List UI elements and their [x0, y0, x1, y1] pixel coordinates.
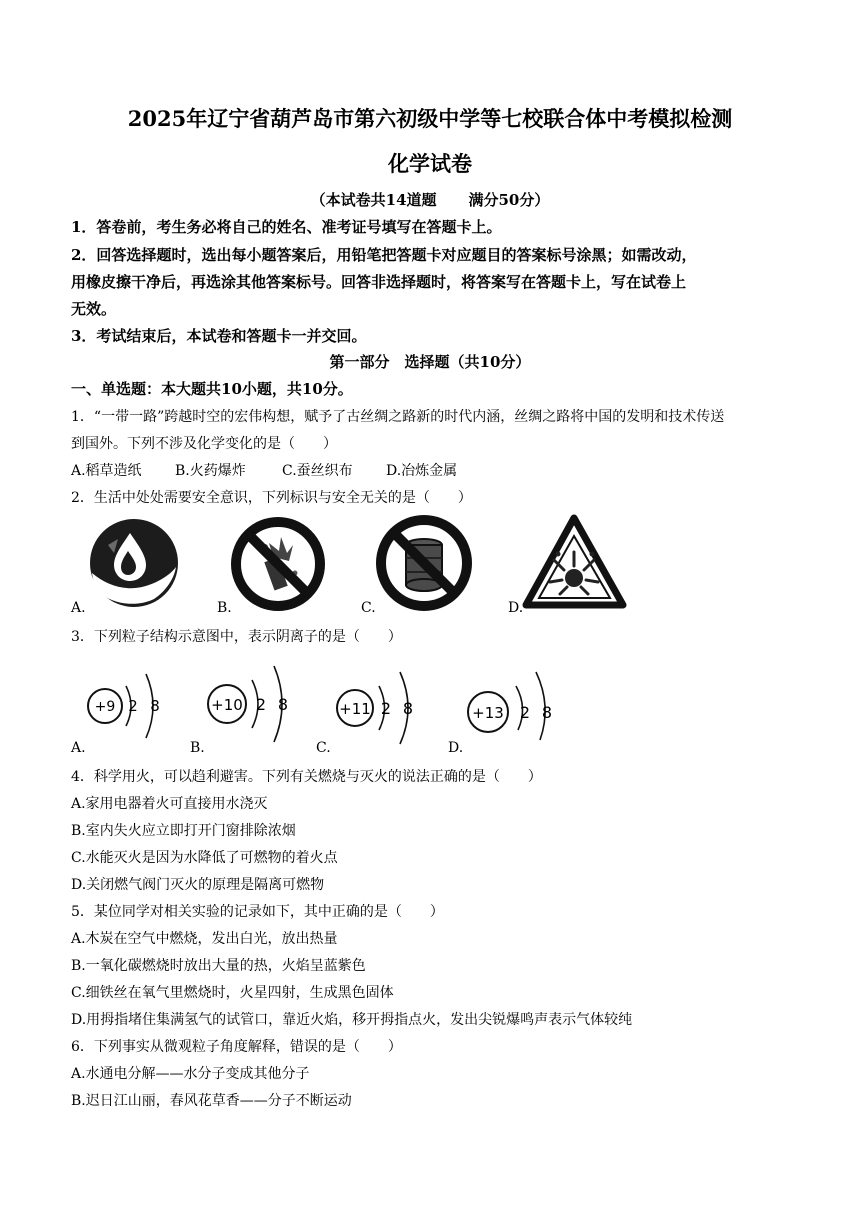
shell-electrons-b-2: 8 [277, 695, 289, 714]
q1-option-b: B.火药爆炸 [175, 463, 246, 479]
shell-electrons-c-1: 2 [380, 699, 392, 718]
q4-option-d: D.关闭燃气阀门灭火的原理是隔离可燃物 [71, 877, 325, 893]
q2-label-d: D. [508, 600, 524, 616]
q1-option-a: A.稻草造纸 [71, 463, 142, 479]
instruction-3: 3．考试结束后，本试卷和答题卡一并交回。 [71, 327, 367, 345]
q3-label-d: D. [448, 740, 464, 756]
q2-stem: 2．生活中处处需要安全意识，下列标识与安全无关的是（ ） [71, 490, 472, 506]
exam-title: 2025年辽宁省葫芦岛市第六初级中学等七校联合体中考模拟检测 [127, 106, 733, 131]
instruction-2-cont: 用橡皮擦干净后，再选涂其他答案标号。回答非选择题时，将答案写在答题卡上，写在试卷上 [71, 273, 687, 291]
q4-option-b: B.室内失火应立即打开门窗排除浓烟 [71, 823, 296, 839]
no-oil-drum-icon [374, 513, 474, 613]
q1-option-d: D.冶炼金属 [386, 463, 458, 479]
q5-stem: 5．某位同学对相关实验的记录如下，其中正确的是（ ） [71, 904, 444, 920]
atom-diagram-c [332, 660, 424, 748]
q5-option-c: C.细铁丝在氧气里燃烧时，火星四射，生成黑色固体 [71, 985, 394, 1001]
shell-electrons-a-1: 2 [128, 697, 138, 715]
section-heading: 一、单选题：本大题共10小题，共10分。 [71, 380, 353, 398]
q1-stem-cont: 到国外。下列不涉及化学变化的是（ ） [71, 436, 337, 452]
q4-stem: 4．科学用火，可以趋利避害。下列有关燃烧与灭火的说法正确的是（ ） [71, 769, 542, 785]
full-score: 满分50分） [468, 191, 550, 209]
shell-electrons-b-1: 2 [255, 695, 267, 714]
question-count: （本试卷共14道题 [310, 191, 437, 209]
instruction-2: 2．回答选择题时，选出每小题答案后，用铅笔把答题卡对应题目的答案标号涂黑；如需改动， [71, 246, 697, 264]
q2-label-c: C. [361, 600, 376, 616]
q3-label-b: B. [190, 740, 205, 756]
atom-diagram-b [204, 652, 300, 748]
instruction-2-end: 无效。 [71, 300, 117, 318]
q2-label-b: B. [217, 600, 232, 616]
explosive-warning-icon [522, 514, 627, 610]
part-heading: 第一部分 选择题（共10分） [329, 353, 531, 371]
nucleus-charge-d: +13 [472, 704, 504, 722]
q2-label-a: A. [71, 600, 86, 616]
water-saving-icon [84, 515, 184, 611]
q3-label-a: A. [71, 740, 86, 756]
q5-option-d: D.用拇指堵住集满氢气的试管口，靠近火焰，移开拇指点火，发出尖锐爆鸣声表示气体较纯 [71, 1012, 633, 1028]
q1-stem: 1．“一带一路”跨越时空的宏伟构想，赋予了古丝绸之路新的时代内涵，丝绸之路将中国的发明和技术传送 [71, 409, 725, 425]
shell-electrons-d-1: 2 [519, 703, 531, 722]
q5-option-a: A.木炭在空气中燃烧，发出白光，放出热量 [71, 931, 338, 947]
shell-electrons-d-2: 8 [541, 703, 553, 722]
nucleus-charge-c: +11 [339, 700, 371, 718]
exam-info [0, 189, 860, 210]
shell-electrons-c-2: 8 [402, 699, 414, 718]
no-fireworks-icon [229, 515, 327, 613]
q4-option-c: C.水能灭火是因为水降低了可燃物的着火点 [71, 850, 338, 866]
instruction-1: 1．答卷前，考生务必将自己的姓名、准考证号填写在答题卡上。 [71, 218, 502, 236]
q6-option-b: B.迟日江山丽，春风花草香——分子不断运动 [71, 1093, 352, 1109]
atom-diagram-a [82, 656, 172, 748]
q5-option-b: B.一氧化碳燃烧时放出大量的热，火焰呈蓝紫色 [71, 958, 366, 974]
atom-diagram-d [466, 660, 562, 748]
q6-stem: 6．下列事实从微观粒子角度解释，错误的是（ ） [71, 1039, 402, 1055]
q1-option-c: C.蚕丝织布 [282, 463, 353, 479]
q6-option-a: A.水通电分解——水分子变成其他分子 [71, 1066, 310, 1082]
q3-stem: 3．下列粒子结构示意图中，表示阴离子的是（ ） [71, 629, 402, 645]
nucleus-charge-a: +9 [94, 699, 116, 715]
q3-label-c: C. [316, 740, 331, 756]
shell-electrons-a-2: 8 [150, 697, 160, 715]
subject-title: 化学试卷 [388, 151, 472, 176]
nucleus-charge-b: +10 [211, 696, 243, 714]
q4-option-a: A.家用电器着火可直接用水浇灭 [71, 796, 268, 812]
